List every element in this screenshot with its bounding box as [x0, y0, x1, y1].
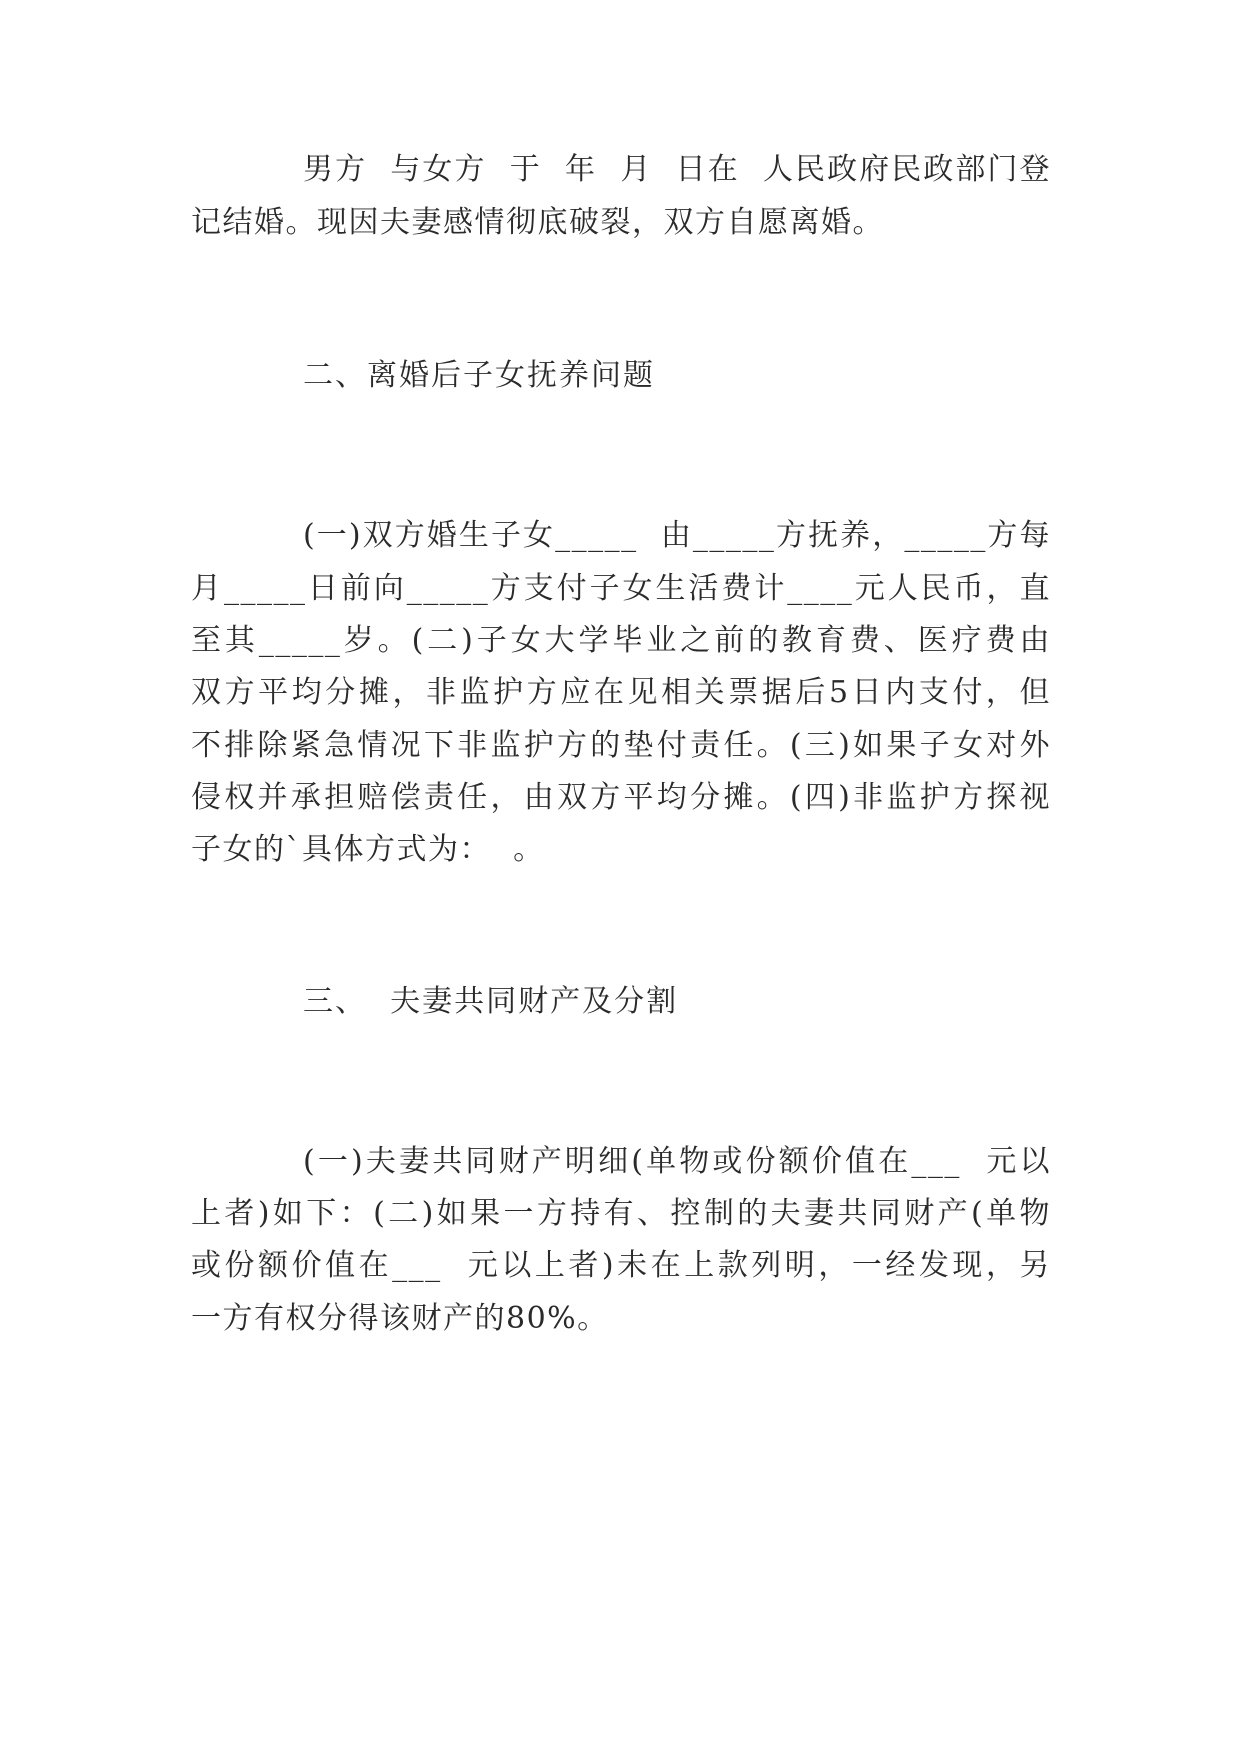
- paragraph-1-line-1: 男方 与女方 于 年 月 日在 人民政府民政部门登: [303, 152, 1051, 187]
- section-3-heading: 三、 夫妻共同财产及分割: [303, 984, 679, 1019]
- section-3-line-4: 一方有权分得该财产的80%。: [191, 1301, 609, 1336]
- section-3-line-3: 或份额价值在___ 元以上者)未在上款列明，一经发现，另: [191, 1248, 1051, 1283]
- section-2-line-5: 不排除紧急情况下非监护方的垫付责任。(三)如果子女对外: [191, 728, 1051, 763]
- section-2-heading: 二、离婚后子女抚养问题: [303, 358, 655, 393]
- section-3-line-1: (一)夫妻共同财产明细(单物或份额价值在___ 元以: [303, 1144, 1051, 1179]
- section-2-line-7: 子女的`具体方式为： 。: [191, 832, 545, 867]
- section-2-line-6: 侵权并承担赔偿责任，由双方平均分摊。(四)非监护方探视: [191, 780, 1051, 815]
- section-3-line-2: 上者)如下：(二)如果一方持有、控制的夫妻共同财产(单物: [191, 1196, 1051, 1231]
- section-2-line-1: (一)双方婚生子女_____ 由_____方抚养，_____方每: [303, 518, 1051, 553]
- paragraph-1-line-2: 记结婚。现因夫妻感情彻底破裂，双方自愿离婚。: [191, 205, 884, 240]
- section-2-line-4: 双方平均分摊，非监护方应在见相关票据后5日内支付，但: [191, 675, 1051, 710]
- section-2-line-3: 至其_____岁。(二)子女大学毕业之前的教育费、医疗费由: [191, 623, 1051, 658]
- section-2-line-2: 月_____日前向_____方支付子女生活费计____元人民币，直: [191, 571, 1051, 606]
